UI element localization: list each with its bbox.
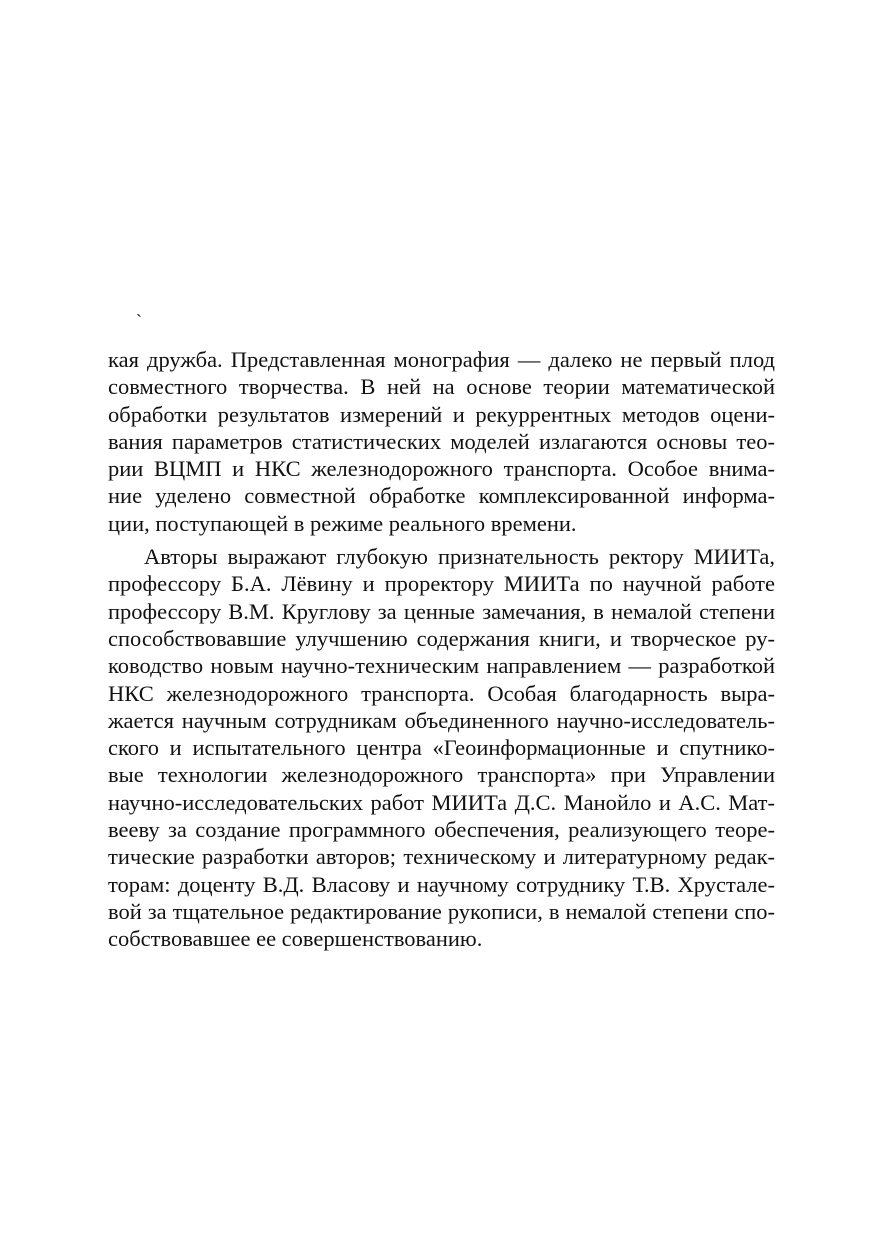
text-line: вееву за создание программного обеспечения, реализующего теоре- [108,817,775,843]
text-line: научно-исследовательских работ МИИТа Д.С. Манойло и А.С. Мат- [108,789,775,815]
text-line: ководство новым научно-техническим направлением — разработкой [108,653,775,679]
text-line: ского и испытательного центра «Геоинформационные и спутнико- [108,735,775,761]
text-line: способствовавшие улучшению содержания книги, и творческое ру- [108,625,775,651]
text-line: совместного творчества. В ней на основе теории математической [108,374,775,400]
text-line: профессору В.М. Круглову за ценные замечания, в немалой степени [108,598,775,624]
paragraph-2 [108,543,775,952]
text-line: рии ВЦМП и НКС железнодорожного транспорта. Особое внима- [108,456,775,482]
text-line: НКС железнодорожного транспорта. Особая благодарность выра- [108,680,775,706]
text-line: кая дружба. Представленная монография — далеко не первый плод [108,347,775,372]
text-line: обработки результатов измерений и рекуррентных методов оцени- [108,401,775,427]
text-line: вания параметров статистических моделей излагаются основы тео- [108,428,775,454]
text-line: профессору Б.А. Лёвину и проректору МИИТа по научной работе [108,571,775,597]
body-text [108,346,775,959]
text-line: ции, поступающей в режиме реального времени. [108,510,577,536]
text-line: вые технологии железнодорожного транспорта» при Управлении [108,762,775,788]
text-line: тические разработки авторов; техническому и литературному редак- [108,844,775,870]
text-line: ние уделено совместной обработке комплексированной информа- [108,483,775,509]
paragraph-1 [108,346,775,537]
text-line: собствовавшее ее совершенствованию. [108,926,483,952]
stray-mark: ` [136,311,142,331]
text-line: жается научным сотрудникам объединенного научно-исследователь- [108,707,775,733]
text-line: вой за тщательное редактирование рукописи, в немалой степени спо- [108,898,775,924]
text-line: Авторы выражают глубокую признательность ректору МИИТа, [144,544,775,570]
text-line: торам: доценту В.Д. Власову и научному сотруднику Т.В. Хрустале- [108,871,775,897]
